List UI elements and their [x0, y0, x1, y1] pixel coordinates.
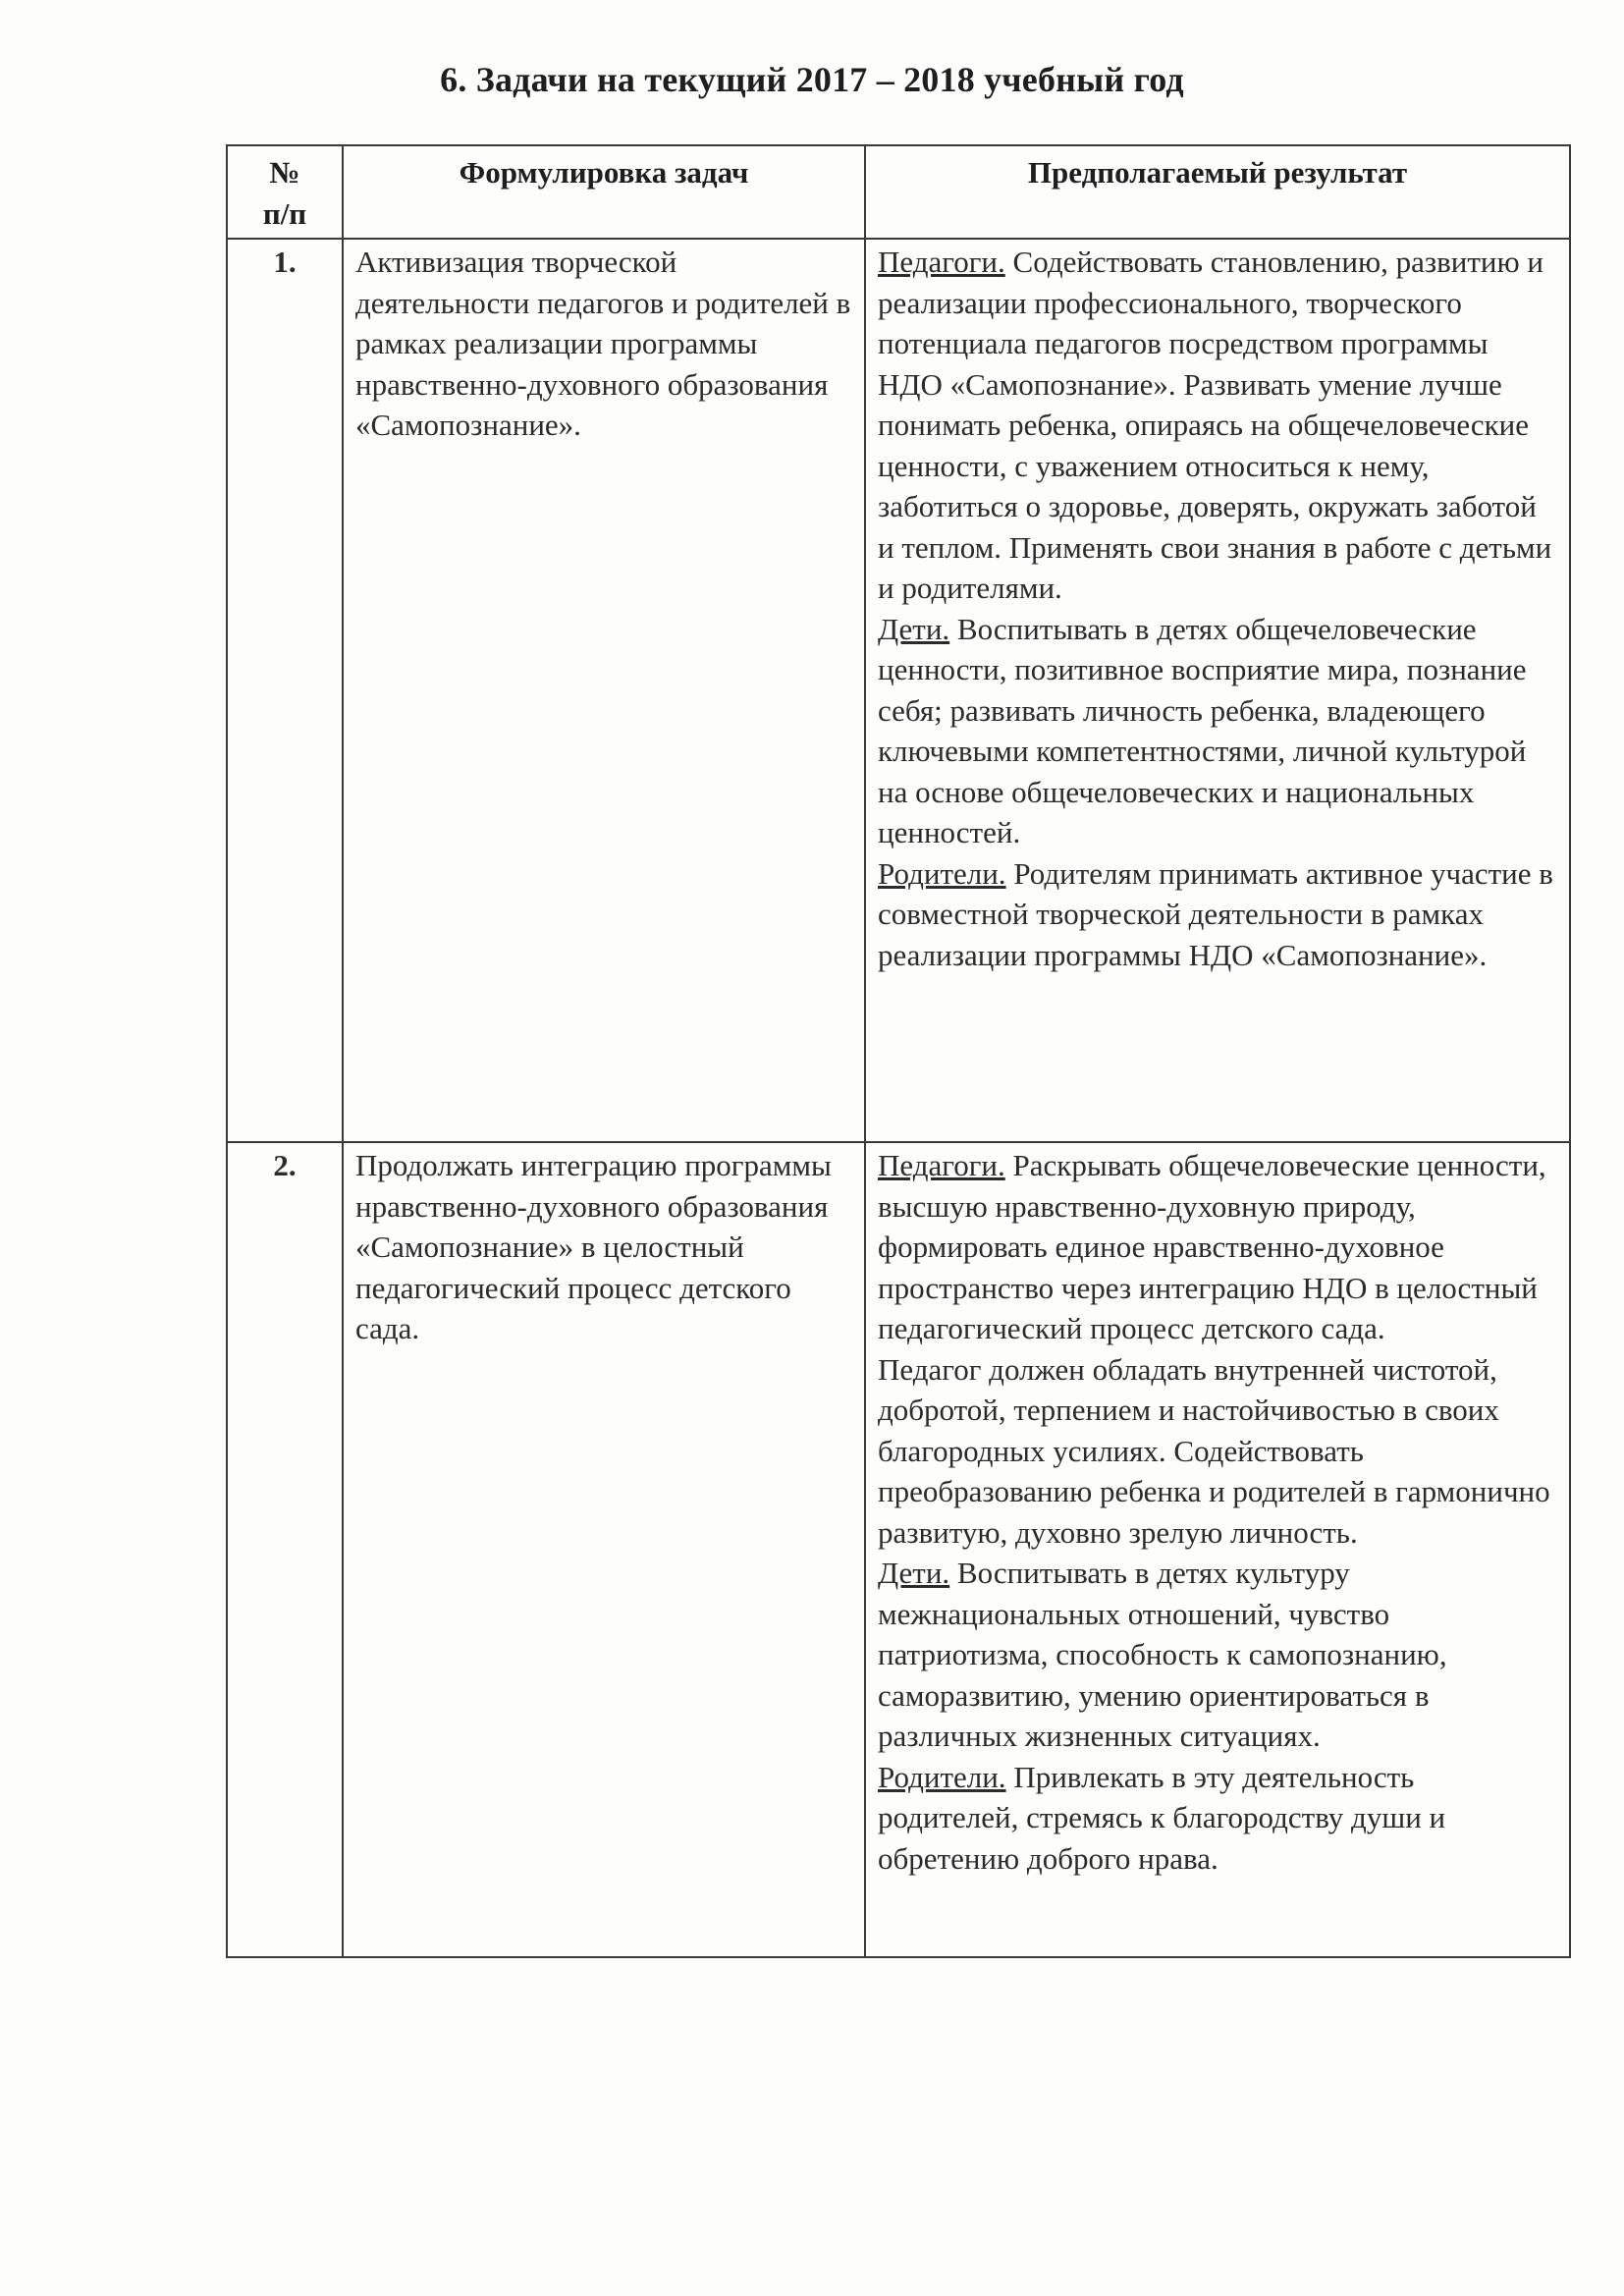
- result-text: Воспитывать в детях культуру межнациональных отношений, чувство патриотизма, способность к самопознанию, саморазвитию, умению ориентироваться в различных жизненных ситуациях.: [878, 1556, 1447, 1753]
- row-number: 1.: [227, 239, 343, 1142]
- result-paragraph: [878, 853, 1559, 976]
- result-text: Раскрывать общечеловеческие ценности, высшую нравственно-духовную природу, формировать единое нравственно-духовное пространство через интеграцию НДО в целостный педагогический процесс детского сада.: [878, 1148, 1546, 1345]
- result-cell: [865, 1142, 1570, 1957]
- header-task: Формулировка задач: [343, 145, 865, 239]
- result-paragraph: [878, 1145, 1559, 1349]
- result-text: Воспитывать в детях общечеловеческие ценности, позитивное восприятие мира, познание себя; развивать личность ребенка, владеющего ключевыми компетентностями, личной культурой на основе общечеловеческих и национальных ценностей.: [878, 611, 1527, 849]
- header-number-symbol: №: [269, 155, 300, 190]
- result-lead: Педагоги.: [878, 245, 1005, 279]
- header-result: Предполагаемый результат: [865, 145, 1570, 239]
- table-row: [227, 1142, 1570, 1957]
- result-lead: Родители.: [878, 1759, 1006, 1794]
- result-paragraph: [878, 1349, 1559, 1554]
- header-number: [227, 145, 343, 239]
- task-text: Активизация творческой деятельности педагогов и родителей в рамках реализации программы нравственно-духовного образования «Самопознание».: [343, 239, 865, 1142]
- row-number: 2.: [227, 1142, 343, 1957]
- result-text: Педагог должен обладать внутренней чистотой, добротой, терпением и настойчивостью в своих благородных усилиях. Содействовать преобразованию ребенка и родителей в гармонично развитую, духовно зрелую личность.: [878, 1351, 1550, 1550]
- result-paragraph: [878, 609, 1559, 853]
- result-text: Привлекать в эту деятельность родителей, стремясь к благородству души и обретению доброго нрава.: [878, 1759, 1446, 1876]
- result-cell: [865, 239, 1570, 1142]
- result-text: Родителям принимать активное участие в совместной творческой деятельности в рамках реализации программы НДО «Самопознание».: [878, 855, 1553, 972]
- result-lead: Родители.: [878, 855, 1006, 891]
- header-number-label: п/п: [262, 195, 307, 231]
- table-row: [227, 239, 1570, 1142]
- result-paragraph: [878, 1757, 1559, 1880]
- page-title: 6. Задачи на текущий 2017 – 2018 учебный год: [440, 60, 1184, 99]
- result-lead: Дети.: [878, 1556, 950, 1590]
- result-lead: Педагоги.: [878, 1148, 1005, 1182]
- result-lead: Дети.: [878, 611, 950, 646]
- tasks-table: [226, 144, 1571, 1958]
- result-paragraph: [878, 1553, 1559, 1757]
- task-text: Продолжать интеграцию программы нравственно-духовного образования «Самопознание» в целостный педагогический процесс детского сада.: [343, 1142, 865, 1957]
- table-header-row: [227, 145, 1570, 239]
- result-text: Содействовать становлению, развитию и реализации профессионального, творческого потенциала педагогов посредством программы НДО «Самопознание». Развивать умение лучше понимать ребенка, опираясь на общечеловеческие ценности, с уважением относиться к нему, заботиться о здоровье, доверять, окружать заботой и теплом. Применять свои знания в работе с детьми и родителями.: [878, 245, 1552, 605]
- result-paragraph: [878, 242, 1559, 609]
